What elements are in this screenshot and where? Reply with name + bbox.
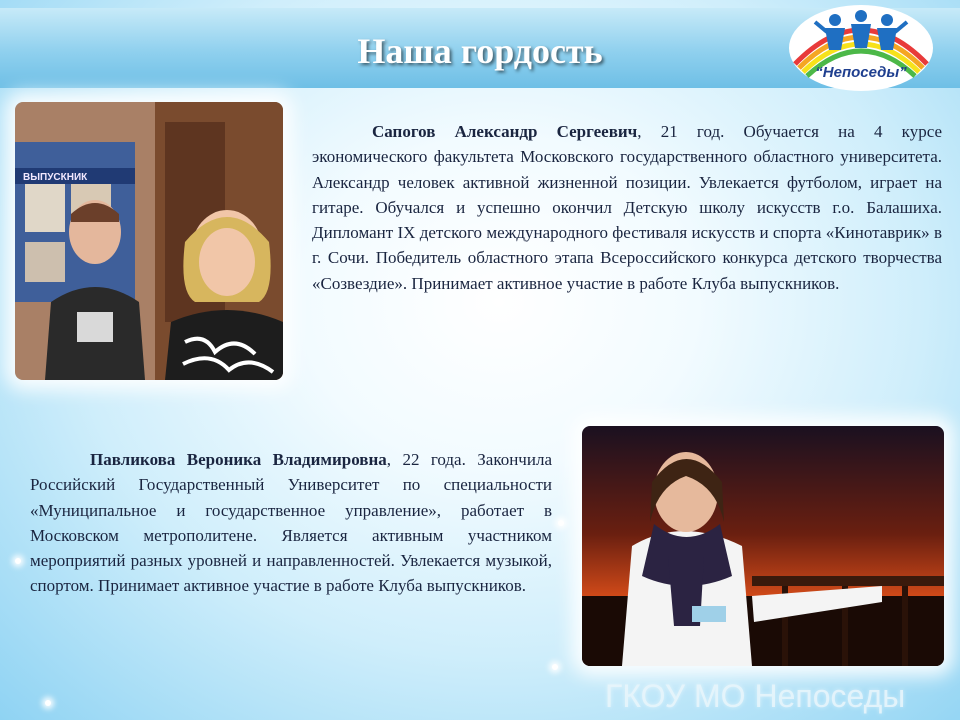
bio-pavlikova — [30, 447, 552, 599]
club-logo — [785, 2, 937, 94]
watermark: ГКОУ МО Непоседы — [605, 678, 906, 714]
sparkle — [45, 700, 51, 706]
logo-text: “Непоседы” — [815, 64, 907, 81]
photo-pavlikova — [582, 426, 944, 666]
photo-sign: ВЫПУСКНИК — [23, 172, 88, 183]
slide-title: Наша гордость — [357, 31, 603, 71]
bio-name: Сапогов Александр Сергеевич — [372, 122, 638, 141]
bio-name: Павликова Вероника Владимировна — [90, 450, 387, 469]
sparkle — [15, 558, 21, 564]
bio-text: , 22 года. Закончила Российский Государственный Университет по специальности «Муниципальное и государственное управление», работает в Московском метрополитене. Является активным участником мероприятий разных уровней и направленностей. Увлекается музыкой, спортом. Принимает активное участие в работе Клуба выпускников. — [30, 450, 552, 596]
sparkle — [552, 664, 558, 670]
photo-sapogov — [15, 102, 283, 380]
bio-sapogov — [312, 119, 942, 296]
bio-text: , 21 год. Обучается на 4 курсе экономического факультета Московского государственного областного университета. Александр человек активной жизненной позиции. Увлекается футболом, играет на гитаре. Обучался и успешно окончил Детскую школу искусств г.о. Балашиха. Дипломант IX детского международного фестиваля искусств и спорта «Кинотаврик» в г. Сочи. Победитель областного этапа Всероссийского конкурса детского творчества «Созвездие». Принимает активное участие в работе Клуба выпускников. — [312, 122, 943, 293]
sparkle — [558, 520, 564, 526]
